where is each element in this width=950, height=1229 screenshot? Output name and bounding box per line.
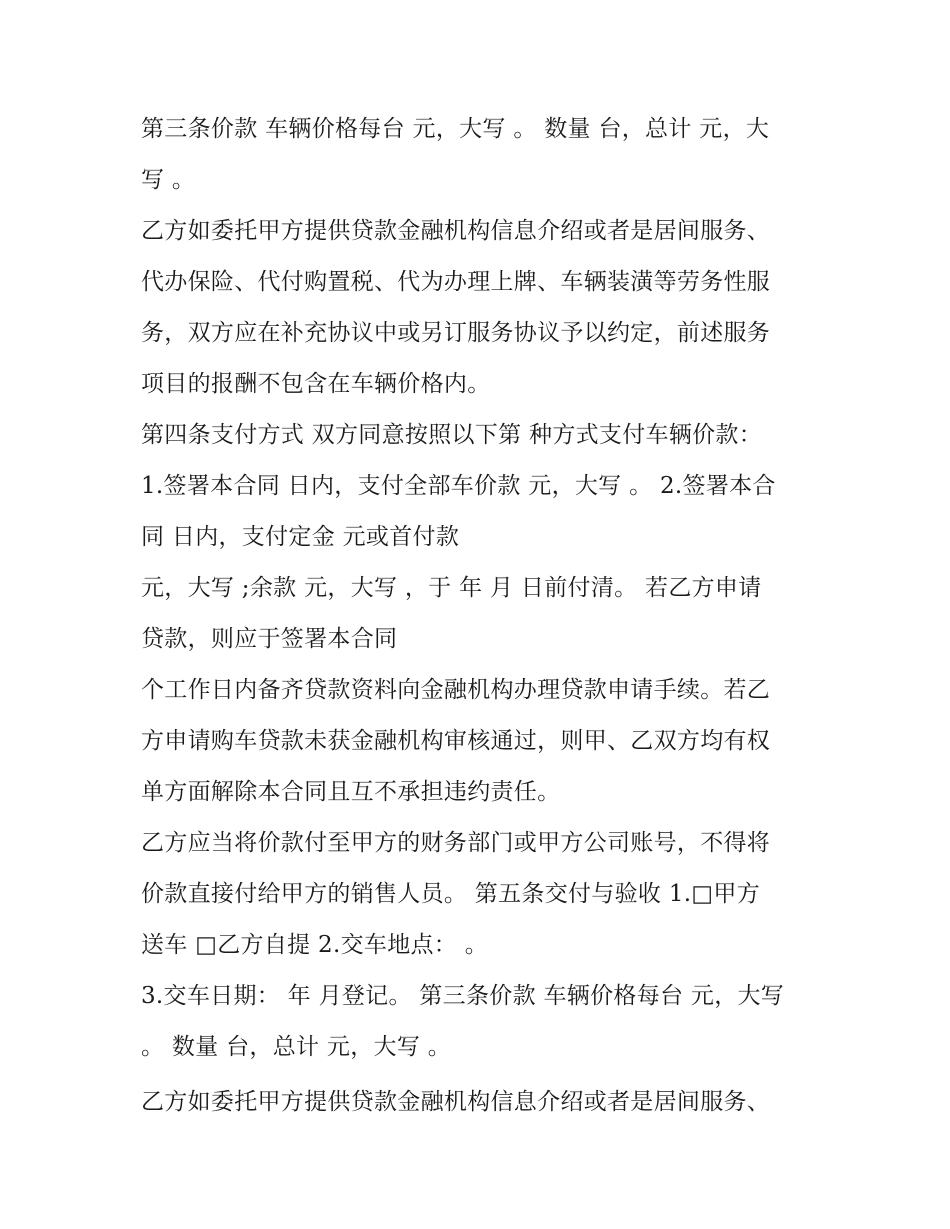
text-line: 写 。 <box>141 167 196 193</box>
text-line: 代办保险、代付购置税、代为办理上牌、车辆装潢等劳务性服 <box>141 269 771 295</box>
text-line: 乙方应当将价款付至甲方的财务部门或甲方公司账号，不得将 <box>141 830 771 856</box>
text-line: 务，双方应在补充协议中或另订服务协议予以约定，前述服务 <box>141 320 771 346</box>
text-line: 项目的报酬不包含在车辆价格内。 <box>141 371 491 397</box>
text-line: 第三条价款 车辆价格每台 元，大写 。 数量 台，总计 元，大 <box>141 116 770 142</box>
text-line: 价款直接付给甲方的销售人员。 第五条交付与验收 1.□甲方 <box>141 881 760 907</box>
text-line: 元，大写 ;余款 元，大写 ，于 年 月 日前付清。 若乙方申请 <box>141 575 762 601</box>
text-line: 贷款，则应于签署本合同 <box>141 626 398 652</box>
text-line: 方申请购车贷款未获金融机构审核通过，则甲、乙双方均有权 <box>141 728 771 754</box>
text-line: 第四条支付方式 双方同意按照以下第 种方式支付车辆价款： <box>141 422 763 448</box>
document-body <box>141 104 813 1128</box>
text-line: 个工作日内备齐贷款资料向金融机构办理贷款申请手续。若乙 <box>141 677 771 703</box>
text-line: 单方面解除本合同且互不承担违约责任。 <box>141 779 561 805</box>
text-line: 同 日内，支付定金 元或首付款 <box>141 524 460 550</box>
text-line: 。 数量 台，总计 元，大写 。 <box>141 1034 452 1060</box>
text-line: 乙方如委托甲方提供贷款金融机构信息介绍或者是居间服务、 <box>141 218 771 244</box>
text-line: 乙方如委托甲方提供贷款金融机构信息介绍或者是居间服务、 <box>141 1089 771 1115</box>
text-line: 1.签署本合同 日内，支付全部车价款 元，大写 。 2.签署本合 <box>141 473 776 499</box>
text-line: 送车 □乙方自提 2.交车地点： 。 <box>141 932 489 958</box>
text-line: 3.交车日期： 年 月登记。 第三条价款 车辆价格每台 元，大写 <box>141 983 785 1009</box>
